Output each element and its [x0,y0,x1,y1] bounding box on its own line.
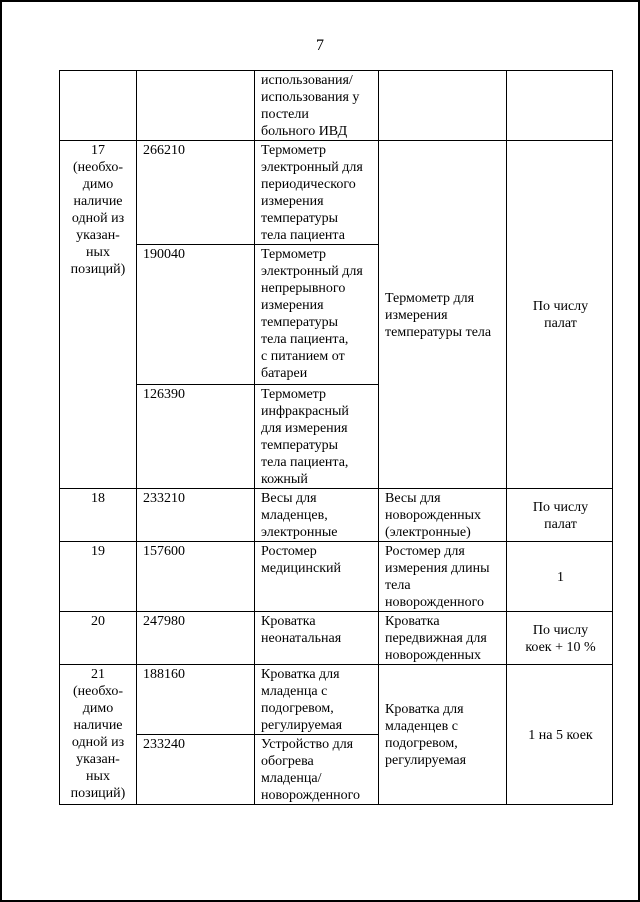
code-cell [137,542,255,612]
table-row [60,489,613,542]
code: 266210 [143,143,185,158]
code-cell [137,71,255,141]
code-cell [137,612,255,665]
quantity-cell [507,665,613,805]
item-name: Термометр электронный для непрерывного измерения температуры тела пациента, с питанием от батареи [261,247,363,381]
item-name-cell [255,71,379,141]
quantity: По числу коек + 10 % [525,622,596,655]
equipment-cell [379,665,507,805]
quantity-cell [507,489,613,542]
item-name-cell [255,612,379,665]
row-number-cell [60,71,137,141]
code: 190040 [143,247,185,262]
item-name: Ростомер медицинский [261,544,341,576]
item-name-cell [255,735,379,805]
table-row [60,141,613,245]
code: 233240 [143,737,185,752]
quantity-cell [507,612,613,665]
code-cell [137,245,255,385]
equipment-name: Кроватка передвижная для новорожденных [385,614,487,663]
row-number-cell [60,141,137,489]
quantity: По числу палат [532,499,589,532]
table-row [60,665,613,735]
item-name-cell [255,141,379,245]
code-cell [137,489,255,542]
item-name: Термометр электронный для периодического измерения температуры тела пациента [261,143,363,243]
code: 233210 [143,491,185,506]
table-row [60,612,613,665]
row-number: 19 [91,544,105,559]
item-name: Термометр инфракрасный для измерения температуры тела пациента, кожный [261,387,349,487]
table-row [60,71,613,141]
equipment-name: Кроватка для младенцев с подогревом, регулируемая [385,702,467,768]
code: 188160 [143,667,185,682]
item-name: Устройство для обогрева младенца/ новорожденного [261,737,361,803]
table-row [60,542,613,612]
code-cell [137,665,255,735]
item-name-cell [255,542,379,612]
item-name: Кроватка для младенца с подогревом, регулируемая [261,667,343,733]
equipment-cell [379,612,507,665]
row-number-cell [60,612,137,665]
code-cell [137,735,255,805]
quantity-cell [507,71,613,141]
item-name-cell [255,245,379,385]
code: 247980 [143,614,185,629]
equipment-name: Ростомер для измерения длины тела новорожденного [385,544,490,610]
row-number: 21 (необхо- димо наличие одной из указан- ных позиций) [70,667,126,801]
row-number: 20 [91,614,105,629]
item-name: использования/ использования у постели больного ИВД [261,73,360,139]
quantity: 1 [557,569,564,585]
equipment-cell [379,71,507,141]
row-number-cell [60,542,137,612]
equipment-cell [379,542,507,612]
row-number: 17 (необхо- димо наличие одной из указан- ных позиций) [70,143,126,277]
equipment-name: Весы для новорожденных (электронные) [385,491,482,540]
item-name-cell [255,489,379,542]
code-cell [137,141,255,245]
code-cell [137,385,255,489]
quantity: 1 на 5 коек [528,727,593,743]
equipment-name: Термометр для измерения температуры тела [385,290,492,340]
page-number: 7 [316,37,324,54]
code: 157600 [143,544,185,559]
quantity: По числу палат [532,299,589,331]
quantity-cell [507,141,613,489]
equipment-cell [379,141,507,489]
code: 126390 [143,387,185,402]
row-number-cell [60,665,137,805]
equipment-table [59,70,613,805]
item-name-cell [255,665,379,735]
row-number: 18 [91,491,105,506]
item-name-cell [255,385,379,489]
equipment-cell [379,489,507,542]
row-number-cell [60,489,137,542]
item-name: Весы для младенцев, электронные [261,491,338,540]
item-name: Кроватка неонатальная [261,614,342,646]
quantity-cell [507,542,613,612]
